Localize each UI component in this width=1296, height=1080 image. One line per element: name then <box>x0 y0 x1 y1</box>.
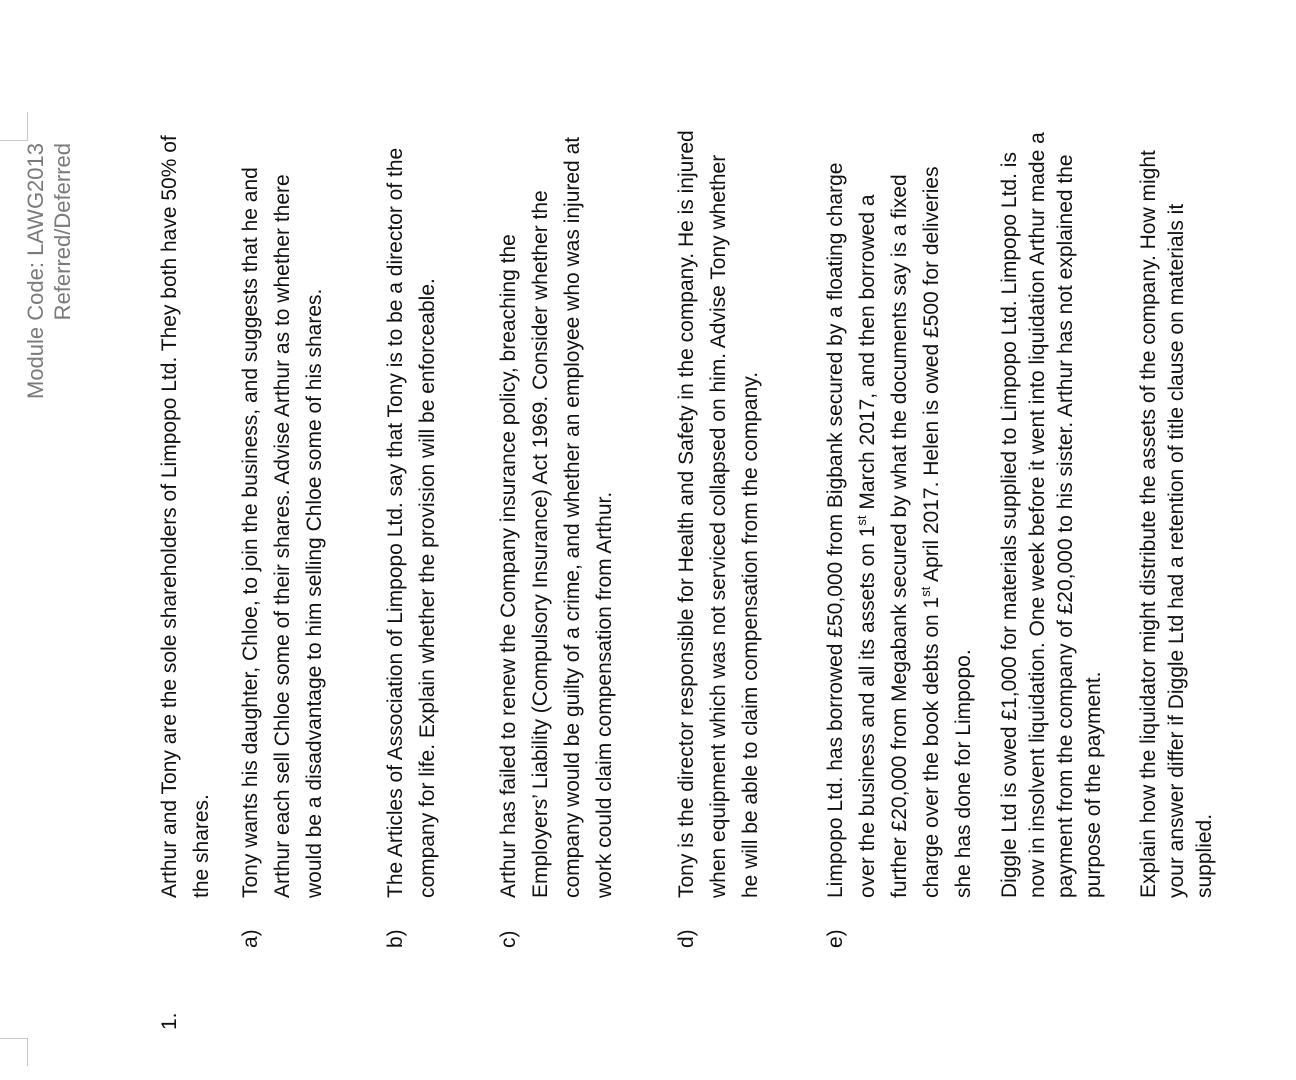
part-a-text: Tony wants his daughter, Chloe, to join the business, and suggests that he and Arthur each sell Chloe some of their shares. Advise Arthur as to whether there would be a disadvantage to him selling Chloe some of his shares. <box>239 167 326 898</box>
part-e-text-1: Limpopo Ltd. has borrowed £50,000 from Bigbank secured by a floating charge over the business and all its assets on 1 <box>824 162 879 898</box>
exam-status: Referred/Deferred <box>50 143 75 321</box>
module-code: Module Code: LAWG2013 <box>23 143 48 399</box>
question-1 <box>154 130 218 1030</box>
part-d-label: d) <box>675 929 698 948</box>
part-e-sup-2: st <box>918 586 933 597</box>
part-a-label: a) <box>239 929 262 948</box>
part-c <box>493 130 621 1030</box>
question-number: 1. <box>158 1012 181 1030</box>
part-e-text-2: March 2017, and then borrowed a further £20,000 from Megabank secured by what the documents say is a fixed charge over the book debts on 1 <box>856 174 943 898</box>
part-a <box>235 130 331 1030</box>
part-d-text: Tony is the director responsible for Health and Safety in the company. He is injured when equipment which was not serviced collapsed on him. Advise Tony whether he will be able to claim compensation from the company. <box>675 130 762 898</box>
part-e <box>820 130 980 1030</box>
part-e-label: e) <box>824 929 847 948</box>
page-header <box>22 143 76 1080</box>
part-c-label: c) <box>497 930 520 948</box>
part-b <box>380 130 444 1030</box>
diggle-paragraph: Diggle Ltd is owed £1,000 for materials supplied to Limpopo Ltd. Limpopo Ltd. is now in insolvent liquidation. One week before it went into liquidation Arthur made a payment from the company of £20,000 to his sister. Arthur has not explained the purpose of the payment. <box>998 132 1105 898</box>
part-e-text <box>820 130 980 898</box>
part-e-sup-1: st <box>854 515 869 526</box>
part-c-text: Arthur has failed to renew the Company insurance policy, breaching the Employers’ Liability (Compulsory Insurance) Act 1969. Consider whether the company would be guilty of a crime, and whether an employee who was injured at work could claim compensation from Arthur. <box>497 136 616 898</box>
question-intro: Arthur and Tony are the sole shareholders of Limpopo Ltd. They both have 50% of the shares. <box>158 135 213 898</box>
part-b-text: The Articles of Association of Limpopo Ltd. say that Tony is to be a director of the company for life. Explain whether the provision will be enforceable. <box>384 147 439 898</box>
part-b-label: b) <box>384 929 407 948</box>
part-e-text-3: April 2017. Helen is owed £500 for deliveries she has done for Limpopo. <box>920 166 975 898</box>
part-d <box>671 130 767 1030</box>
explain-paragraph: Explain how the liquidator might distribute the assets of the company. How might your answer differ if Diggle Ltd had a retention of title clause on materials it supplied. <box>1137 150 1216 898</box>
